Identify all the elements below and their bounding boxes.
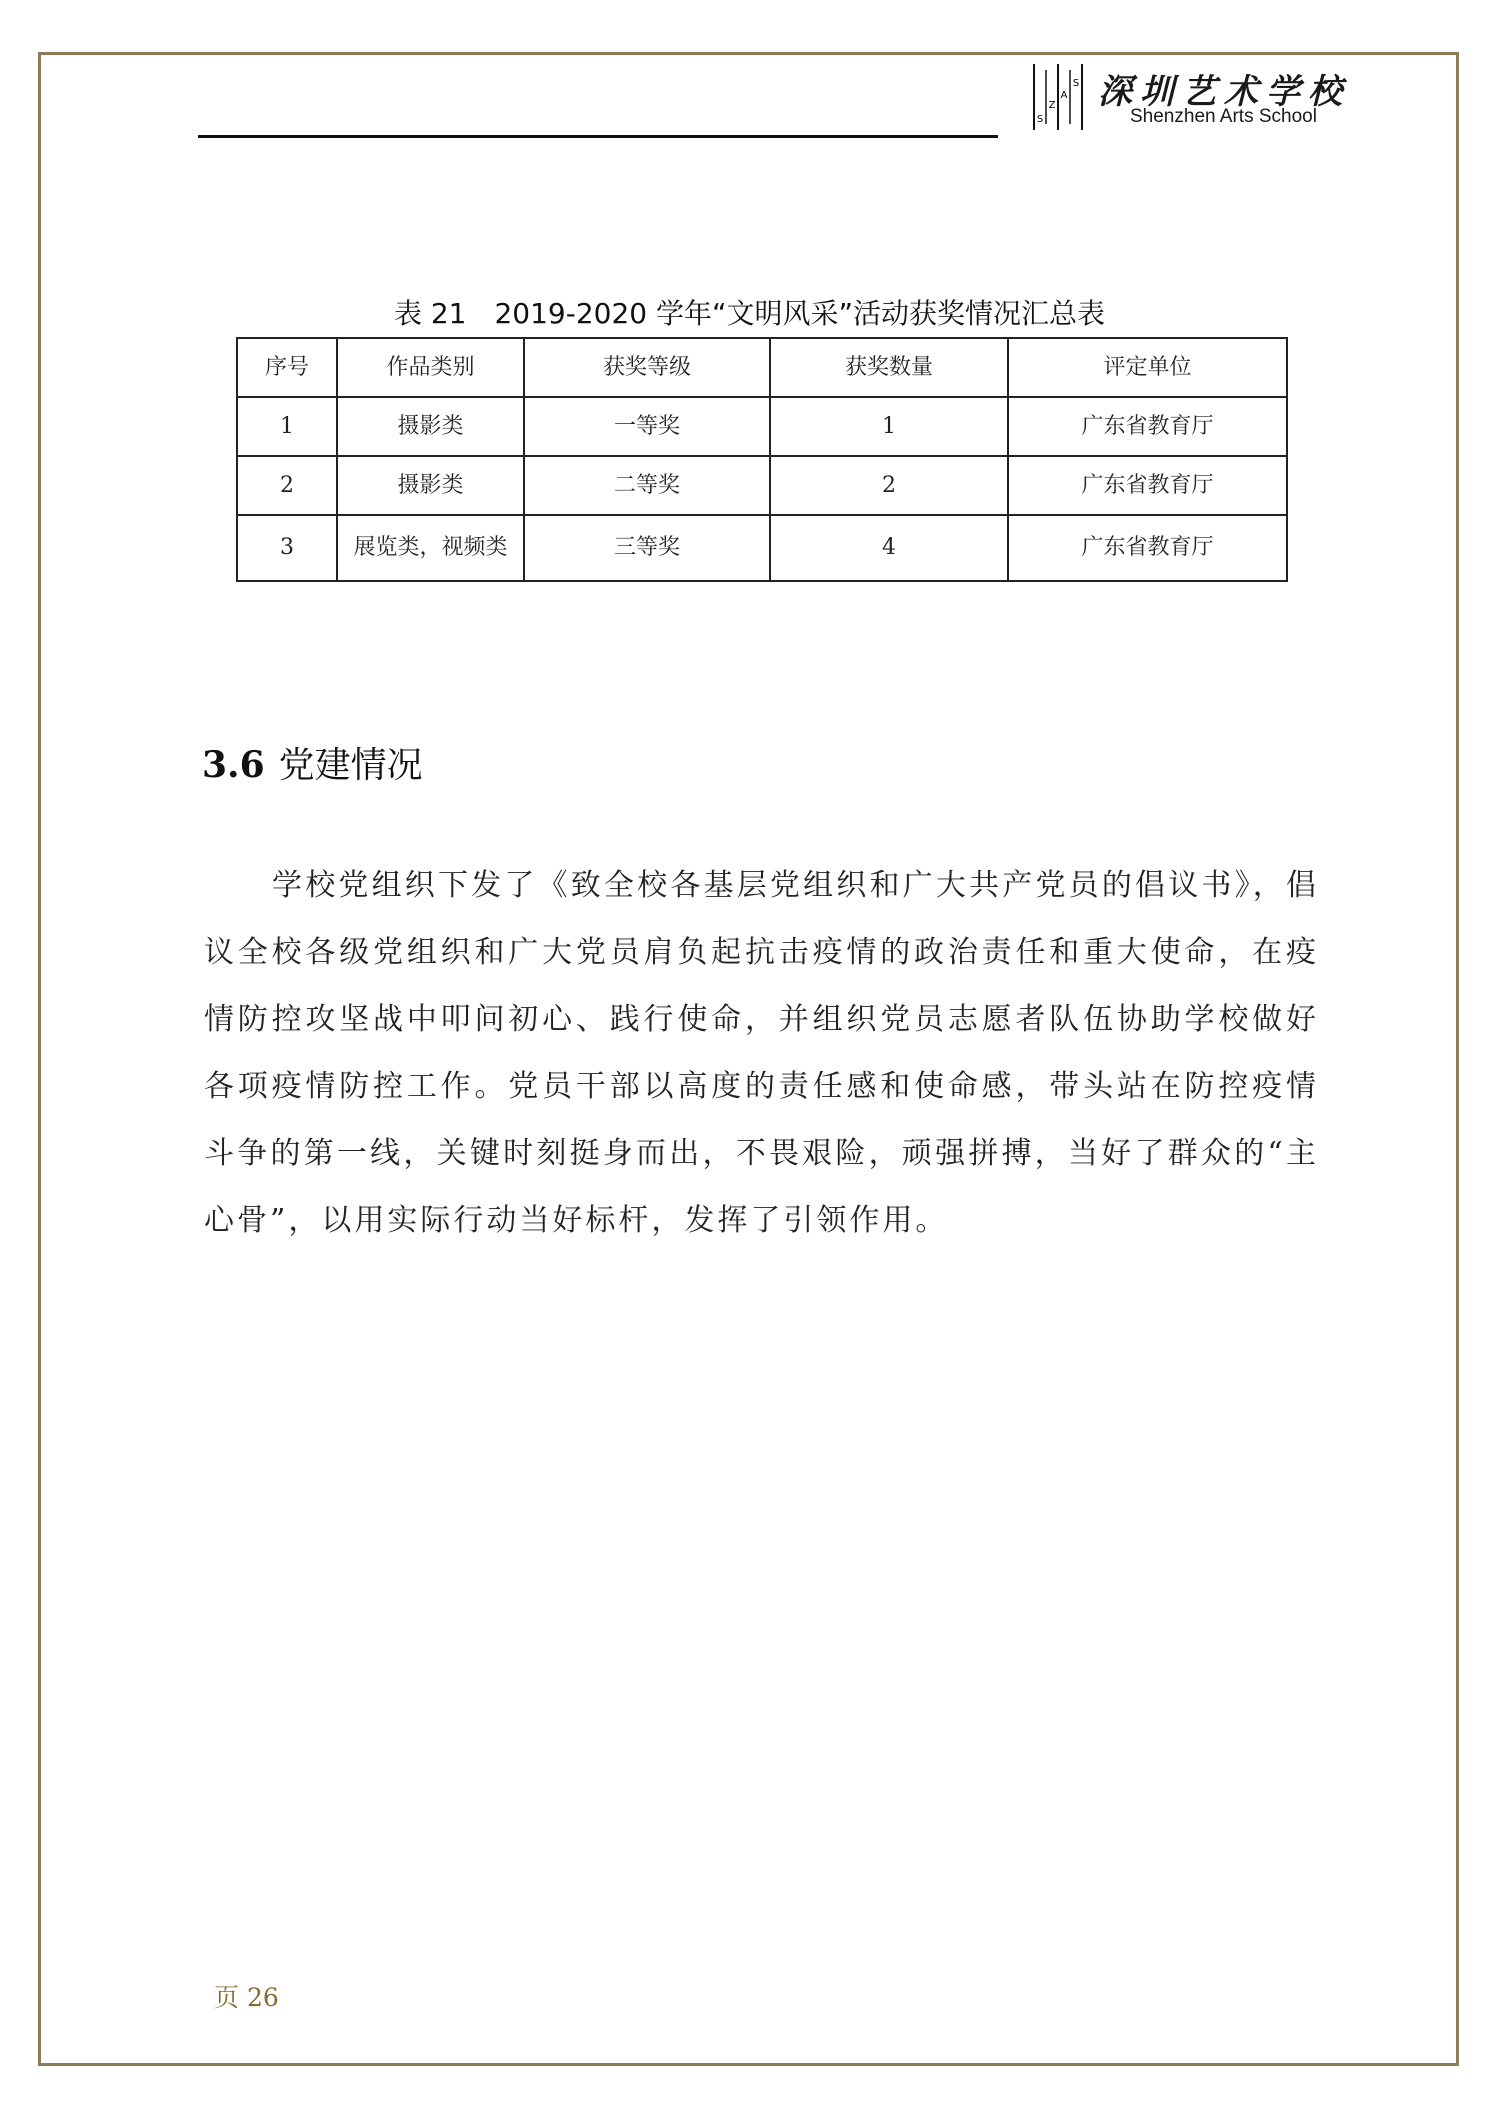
section-number: 3.6 <box>202 744 265 786</box>
logo-letter-4: S <box>1072 78 1080 89</box>
section-heading <box>202 737 423 788</box>
logo-letter-1: S <box>1036 114 1044 125</box>
cell-category: 展览类，视频类 <box>337 515 524 581</box>
cell-index: 3 <box>237 515 337 581</box>
cell-award-count: 2 <box>770 456 1008 515</box>
cell-award-count: 1 <box>770 397 1008 456</box>
header-divider <box>198 135 998 138</box>
cell-authority: 广东省教育厅 <box>1008 456 1287 515</box>
cell-category: 摄影类 <box>337 456 524 515</box>
section-paragraph: 学校党组织下发了《致全校各基层党组织和广大共产党员的倡议书》，倡议全校各级党组织和广大党员肩负起抗击疫情的政治责任和重大使命，在疫情防控攻坚战中叩问初心、践行使命，并组织党员志愿者队伍协助学校做好各项疫情防控工作。党员干部以高度的责任感和使命感，带头站在防控疫情斗争的第一线，关键时刻挺身而出，不畏艰险，顽强拼搏，当好了群众的“主心骨”，以用实际行动当好标杆，发挥了引领作用。 <box>204 868 1319 1238</box>
table-row <box>237 397 1287 456</box>
column-header-index: 序号 <box>237 338 337 397</box>
cell-award-count: 4 <box>770 515 1008 581</box>
cell-index: 2 <box>237 456 337 515</box>
school-logo <box>1030 62 1350 142</box>
cell-authority: 广东省教育厅 <box>1008 515 1287 581</box>
logo-letter-2: Z <box>1048 100 1056 111</box>
table-header-row <box>237 338 1287 397</box>
column-header-category: 作品类别 <box>337 338 524 397</box>
column-header-authority: 评定单位 <box>1008 338 1287 397</box>
logo-english-name: Shenzhen Arts School <box>1130 106 1317 127</box>
table-row <box>237 515 1287 581</box>
cell-award-level: 一等奖 <box>524 397 770 456</box>
column-header-award-level: 获奖等级 <box>524 338 770 397</box>
table-caption: 表 21 2019-2020 学年“文明风采”活动获奖情况汇总表 <box>393 297 1106 330</box>
cell-category: 摄影类 <box>337 397 524 456</box>
cell-index: 1 <box>237 397 337 456</box>
logo-mark-icon <box>1030 62 1085 132</box>
cell-award-level: 三等奖 <box>524 515 770 581</box>
column-header-award-count: 获奖数量 <box>770 338 1008 397</box>
awards-table <box>236 337 1288 582</box>
cell-award-level: 二等奖 <box>524 456 770 515</box>
logo-chinese-name: 深圳艺术学校 <box>1098 72 1350 112</box>
table-row <box>237 456 1287 515</box>
logo-letter-3: A <box>1060 90 1068 101</box>
cell-authority: 广东省教育厅 <box>1008 397 1287 456</box>
page-number: 页 26 <box>214 1983 279 2012</box>
section-title: 党建情况 <box>278 745 423 786</box>
